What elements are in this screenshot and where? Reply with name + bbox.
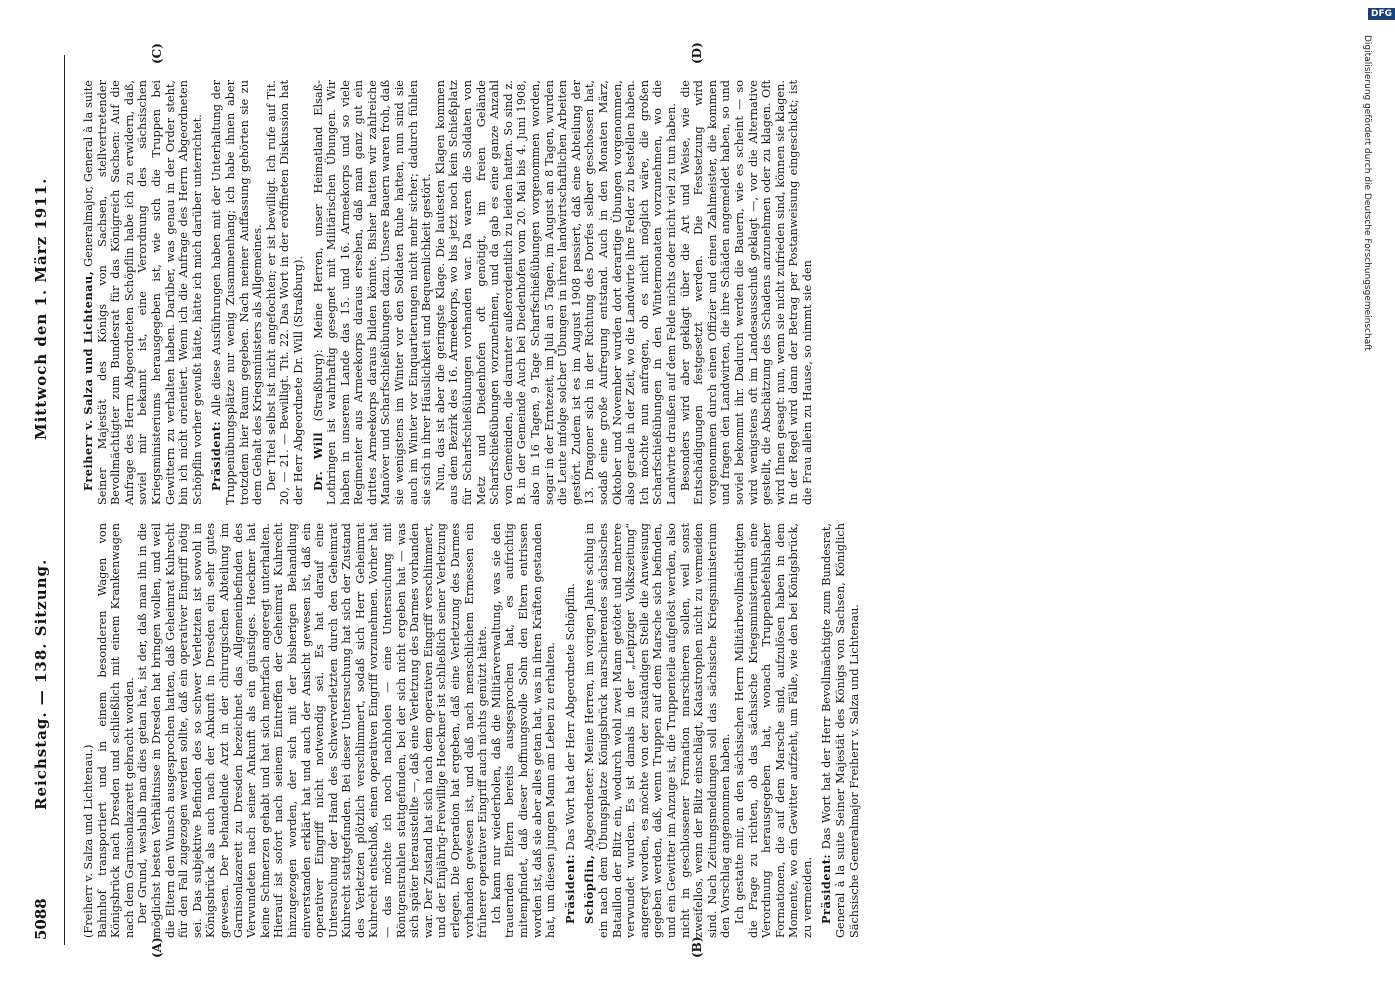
paragraph: Der Grund, weshalb man dies getan hat, ist der, daß man ihn in die möglichst besten Verhältnisse in Dresden hat bringen wollen, und weil die Eltern den Wunsch ausgesprochen hatten, daß Geheimrat Kuhrecht für den Fall zugezogen werden sollte, daß ein operativer Eingriff nötig sei. Das subjektive Befinden des so schwer Verletzten ist sowohl in Königsbrück als auch nach der Ankunft in Dresden ein sehr gutes gewesen. Der behandelnde Arzt in der chirurgischen Abteilung im Garnisonlazarett zu Dresden bezeichnet das Allgemeinbefinden des Verwundeten nach seiner Ankunft als ein günstiges. Hoeckner hat keine Schmerzen gehabt und hat sich mehrfach angeregt unterhalten. Hierauf ist sofort nach seinem Eintreffen der Geheimrat Kuhrecht hinzugezogen worden, der sich mit der bisherigen Behandlung einverstanden erklärt hat und auch der Ansicht gewesen ist, daß ein operativer Eingriff nicht notwendig sei. Es hat darauf eine Untersuchung der Hand des Schwerverletzten durch den Geheimrat Kuhrecht stattgefunden. Bei dieser Untersuchung hat sich der Zustand des Verletzten plötzlich verschlimmert, sodaß sich Herr Geheimrat Kuhrecht entschloß, einen operativen Eingriff vorzunehmen. Vorher hat — das möchte ich noch nachholen — eine Untersuchung mit Röntgenstrahlen stattgefunden, bei der sich nicht ergeben hat — was sich später herausstellte —, daß eine Verletzung des Darmes vorhanden war. Der Zustand hat sich nach dem operativen Eingriff verschlimmert, und der Einjährig-Freiwillige Hoeckner ist schließlich seiner Verletzung erlegen. Die Operation hat ergeben, daß eine Verletzung des Darmes vorhanden gewesen ist, und daß nach menschlichem Ermessen ein früherer operativer Eingriff auch nichts genützt hätte. bbox=[136, 523, 490, 938]
paragraph: Besonders wird aber geklagt über die Art und Weise, wie die Entschädigungen festgesetzt werden. Die Festsetzung wird vorgenommen durch einen Offizier und einen Zahlmeister, die kommen und fragen den Landwirten, die ihre Schäden angemeldet haben, so und soviel bekommt ihr. Dadurch werden die Bauern, wie es scheint — so wird wenigstens oft im Landesausschuß geklagt —, vor die Alternative gestellt, die Abschätzung des Schadens anzunehmen oder zu klagen. Oft wird Ihnen gesagt: nun, wenn sie nicht zufrieden sind, können sie klagen. In der Regel wird dann der Betrag per Postanweisung eingeschickt; ist die Frau allein zu Hause, so nimmt sie den bbox=[678, 80, 814, 505]
paragraph bbox=[564, 523, 578, 938]
speech-text: Alle diese Ausführungen haben mit der Unterhaltung der Truppenübungsplätze nur wenig Zusammenhang; ich habe ihnen aber trotzdem hier Raum gegeben. Nach meiner Auffassung gehörten sie zu dem Gehalt des Kriegsministers als Allgemeines. bbox=[210, 80, 265, 505]
speaker-name: Schöpflin, bbox=[582, 854, 597, 924]
margin-mark-d: (D) bbox=[690, 42, 704, 64]
paragraph: Bahnhof transportiert und in einem besonderen Wagen von Königsbrück nach Dresden und schließlich mit einem Krankenwagen nach dem Garnisonlazarett gebracht worden. bbox=[95, 523, 136, 938]
margin-mark-b: (B) bbox=[690, 936, 704, 958]
paragraph bbox=[820, 523, 861, 938]
speech-text: (Straßburg): Meine Herren, unser Heimatland Elsaß-Lothringen ist wahrhaftig gesegnet mit Militärischen Übungen. Wir haben in unserem Lande das 15. und 16. Armeekorps und so viele Regimenter aus Armeekorps daraus ersehen, daß man ganz gut ein drittes Armeekorps daraus bilden könnte. Bisher hatten wir zahlreiche Manöver und Scharfschießübungen dazu. Unsere Bauern waren froh, daß sie wenigstens im Winter vor den Soldaten Ruhe hatten, nun sind sie auch im Winter vor Einquartierungen nicht mehr sicher; dadurch fühlen sie sich in ihrer Häuslichkeit und Bequemlichkeit gestört. bbox=[311, 80, 434, 505]
speaker-name: Dr. Will bbox=[310, 431, 325, 491]
paragraph bbox=[210, 80, 264, 505]
running-speaker-note: (Freiherr v. Salza und Lichtenau.) bbox=[82, 744, 95, 938]
margin-mark-c: (C) bbox=[150, 43, 164, 64]
left-text-column bbox=[82, 523, 1352, 938]
paragraph bbox=[82, 80, 204, 505]
speaker-name: Freiherr v. Salza und Lichtenau, bbox=[81, 270, 95, 491]
paragraph: Ich kann nur wiederholen, daß die Militärverwaltung, was sie den trauernden Eltern bereits ausgesprochen hat, es aufrichtig mitempfindet, daß dieser hoffnungsvolle Sohn den Eltern entrissen worden ist, daß sie aber alles getan hat, was in ihren Kräften gestanden hat, um diesen jungen Mann am Leben zu erhalten. bbox=[489, 523, 558, 938]
right-text-column bbox=[82, 80, 1352, 505]
speaker-name: Präsident: bbox=[819, 853, 834, 924]
speech-text: Generalmajor, General à la suite Seiner Majestät des Königs von Sachsen, stellvertretender Bevollmächtigter zum Bundesrat für das Königreich Sachsen: Auf die Anfrage des Herrn Abgeordneten Schöpflin habe ich zu erwidern, daß, soviel mir bekannt ist, eine Verordnung des sächsischen Kriegsministeriums herausgegeben ist, wie sich die Truppen bei Gewittern zu verhalten haben. Darüber, was genau in der Order steht, bin ich nicht orientiert. Wenn ich die Anfrage des Herrn Abgeordneten Schöpflin vorher gewußt hätte, hätte ich mich darüber unterrichtet. bbox=[82, 80, 204, 505]
left-running-title: Reichstag. — 138. Sitzung. bbox=[32, 558, 50, 810]
paragraph bbox=[583, 523, 733, 938]
header-rule bbox=[64, 55, 65, 945]
page-number: 5088 bbox=[32, 898, 50, 940]
right-running-title: Mittwoch den 1. März 1911. bbox=[32, 177, 50, 440]
paragraph: Nun, das ist aber die geringste Klage. Die lautesten Klagen kommen aus dem Bezirk des 16. Armeekorps, wo bis jetzt noch kein Schießplatz für Scharfschießübungen vorhanden war. Da waren die Soldaten von Metz und Diedenhofen oft genötigt, im freien Gelände Scharfschießübungen vorzunehmen, und da gab es eine ganze Anzahl von Gemeinden, die darunter außerordentlich zu leiden hatten. So sind z. B. in der Gemeinde Auch bei Diedenhofen vom 20. Mai bis 4. Juni 1908, also in 16 Tagen, 9 Tage Scharfschießübungen vorgenommen worden, sogar in der Erntezeit, im Juli an 5 Tagen, im August an 8 Tagen, wurden die Leute infolge solcher Übungen in ihren landwirtschaftlichen Arbeiten gestört. Zudem ist es im August 1908 passiert, daß eine Abteilung der 13. Dragoner sich in der Richtung des Dorfes selber geschossen hat, sodaß eine große Aufregung entstand. Auch in den Monaten März, Oktober und November wurden dort derartige Übungen vorgenommen, also gerade in der Zeit, wo die Landwirte ihre Felder zu bestellen haben. Ich möchte nun anfragen, ob es nicht möglich wäre, die großen Scharfschießübungen in den Wintermonaten vorzunehmen, wo die Landwirte draußen auf dem Felde nichts oder nicht viel zu tun haben. bbox=[433, 80, 678, 505]
paragraph: Der Titel selbst ist nicht angefochten; er ist bewilligt. Ich rufe auf Tit. 20, — 21. — Bewilligt. Tit. 22. Das Wort in der eröffneten Diskussion hat der Herr Abgeordnete Dr. Will (Straßburg). bbox=[264, 80, 305, 505]
paragraph: Ich gestatte mir, an den sächsischen Herrn Militärbevollmächtigten die Frage zu richten, ob das sächsische Kriegsministerium eine Verordnung herausgegeben hat, wonach Truppenbefehlshaber Formationen, die auf dem Marsche sind, aufzulösen haben in dem Momente, wo ein Gewitter aufzieht, um Fälle, wie den bei Königsbrück, zu vermeiden. bbox=[732, 523, 814, 938]
dfg-logo: DFG bbox=[1368, 8, 1395, 20]
digitization-credit: Digitalisierung gefördert durch die Deutsche Forschungsgemeinschaft bbox=[1362, 35, 1372, 351]
speaker-name: Präsident: bbox=[562, 853, 577, 924]
speech-text: Das Wort hat der Herr Bevollmächtigte zum Bundesrat, General à la suite Seiner Majestät des Königs von Sachsen, Königlich Sächsische Generalmajor Freiherr v. Salza und Lichtenau. bbox=[820, 523, 861, 938]
margin-mark-a: (A) bbox=[150, 937, 164, 958]
speech-text: Abgeordneter: Meine Herren, im vorigen Jahre schlug in ein nach dem Übungsplatze Königsbrück marschierendes sächsisches Bataillon der Blitz ein, wodurch wohl zwei Mann getötet und mehrere verwundet wurden. Es ist damals in der „Leipziger Volkszeitung“ angeregt worden, es möchte von der zuständigen Stelle die Anweisung gegeben werden, daß, wenn Truppen auf dem Marsche sich befinden, und ein Gewitter im Anzuge ist, die Truppenteile aufgelöst werden, also nicht in geschlossener Formation marschieren sollen, weil sonst zweifellos, wenn der Blitz einschlägt, Katastrophen nicht zu vermeiden sind. Nach Zeitungsmeldungen soll das sächsische Kriegsministerium den Vorschlag angenommen haben. bbox=[583, 523, 733, 938]
speech-text: Das Wort hat der Herr Abgeordnete Schöpflin. bbox=[563, 583, 577, 851]
paragraph bbox=[312, 80, 434, 505]
speaker-name: Präsident: bbox=[209, 420, 224, 491]
